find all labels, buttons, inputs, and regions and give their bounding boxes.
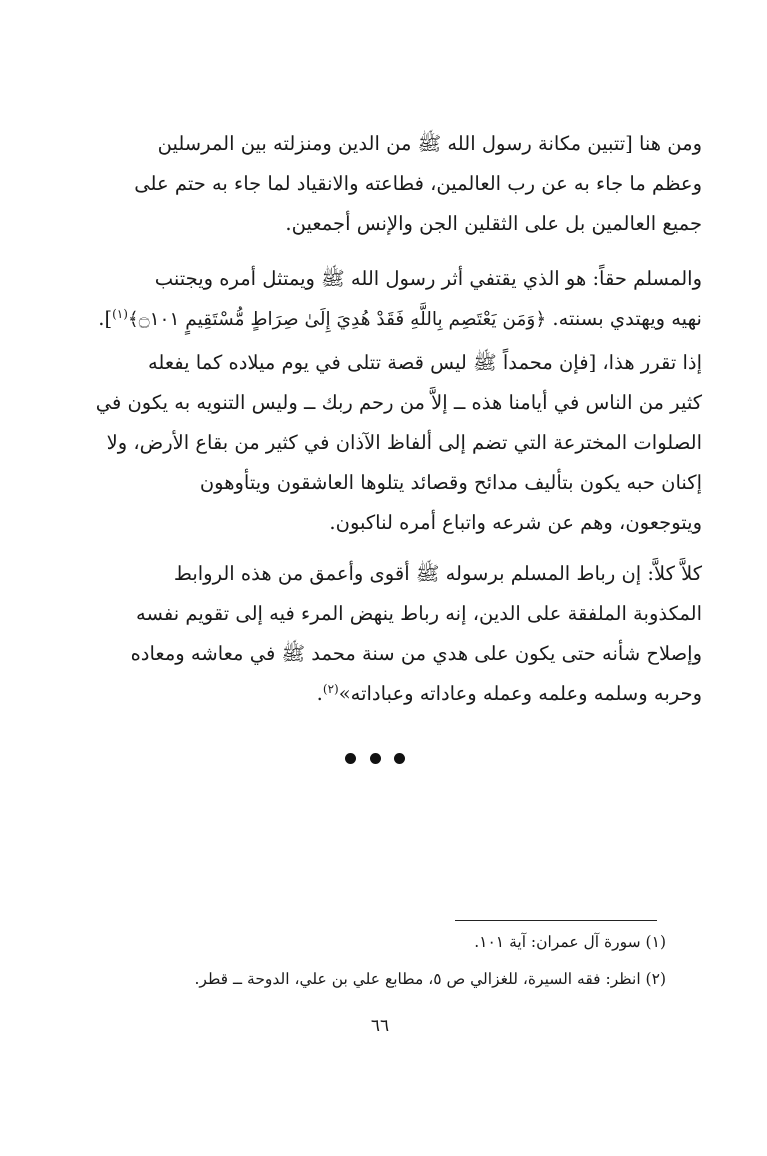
quran-verse: ﴿وَمَن يَعْتَصِم بِاللَّهِ فَقَدْ هُدِيَ إِلَىٰ صِرَاطٍ مُّسْتَقِيمٍ ۝١٠١﴾ bbox=[127, 309, 547, 330]
paragraph-2 bbox=[66, 259, 702, 340]
paragraph-last-line bbox=[66, 299, 702, 340]
paragraph-line: والمسلم حقاً: هو الذي يقتفي أثر رسول الله ﷺ ويمتثل أمره ويجتنب bbox=[154, 267, 702, 290]
paragraph-line: ويتوجعون، وهم عن شرعه واتباع أمره لناكبون. bbox=[329, 511, 702, 534]
footnote-ref-1[interactable]: (١) bbox=[112, 307, 128, 321]
paragraph-line: المكذوبة الملفقة على الدين، إنه رباط ينهض المرء فيه إلى تقويم نفسه bbox=[136, 602, 702, 625]
line-tail-text: ]. bbox=[98, 307, 113, 330]
paragraph-line: إذا تقرر هذا، [فإن محمداً ﷺ ليس قصة تتلى في يوم ميلاده كما يفعله bbox=[147, 351, 702, 374]
section-divider-ornament bbox=[345, 750, 405, 766]
paragraph-3 bbox=[66, 343, 702, 543]
paragraph-line: جميع العالمين بل على الثقلين الجن والإنس أجمعين. bbox=[285, 212, 702, 235]
paragraph-line: وإصلاح شأنه حتى يكون على هدي من سنة محمد ﷺ في معاشه ومعاده bbox=[130, 642, 702, 665]
page-number: ٦٦ bbox=[370, 1016, 390, 1036]
line-lead-text: نهيه ويهتدي بسنته. bbox=[552, 307, 702, 330]
ornament-dot bbox=[345, 753, 356, 764]
paragraph-line: كثير من الناس في أيامنا هذه ــ إلاَّ من رحم ربك ــ وليس التنويه به يكون في bbox=[95, 391, 702, 414]
paragraph-line: وعظم ما جاء به عن رب العالمين، فطاعته والانقياد لما جاء به حتم على bbox=[134, 172, 702, 195]
paragraph-1 bbox=[66, 124, 702, 244]
line-tail-text: . bbox=[316, 682, 323, 705]
paragraph-line: إكنان حبه يكون بتأليف مدائح وقصائد يتلوها العاشقون ويتأوهون bbox=[199, 471, 702, 494]
footnote-ref-2[interactable]: (٢) bbox=[322, 682, 339, 696]
ornament-dot bbox=[394, 753, 405, 764]
paragraph-line: كلاَّ كلاَّ: إن رباط المسلم برسوله ﷺ أقوى وأعمق من هذه الروابط bbox=[173, 562, 702, 585]
paragraph-line: ومن هنا [تتبين مكانة رسول الله ﷺ من الدين ومنزلته بين المرسلين bbox=[157, 132, 702, 155]
footnote-separator bbox=[455, 920, 657, 921]
footnote-2: (٢) انظر: فقه السيرة، للغزالي ص ٥، مطابع علي بن علي، الدوحة ــ قطر. bbox=[194, 970, 666, 988]
footnote-1: (١) سورة آل عمران: آية ١٠١. bbox=[474, 933, 666, 951]
paragraph-line: الصلوات المخترعة التي تضم إلى ألفاظ الآذان في كثير من بقاع الأرض، ولا bbox=[106, 431, 702, 454]
line-lead-text: وحربه وسلمه وعلمه وعمله وعاداته وعباداته» bbox=[338, 682, 702, 705]
paragraph-last-line bbox=[66, 674, 702, 714]
ornament-dot bbox=[370, 753, 381, 764]
paragraph-4 bbox=[66, 554, 702, 714]
